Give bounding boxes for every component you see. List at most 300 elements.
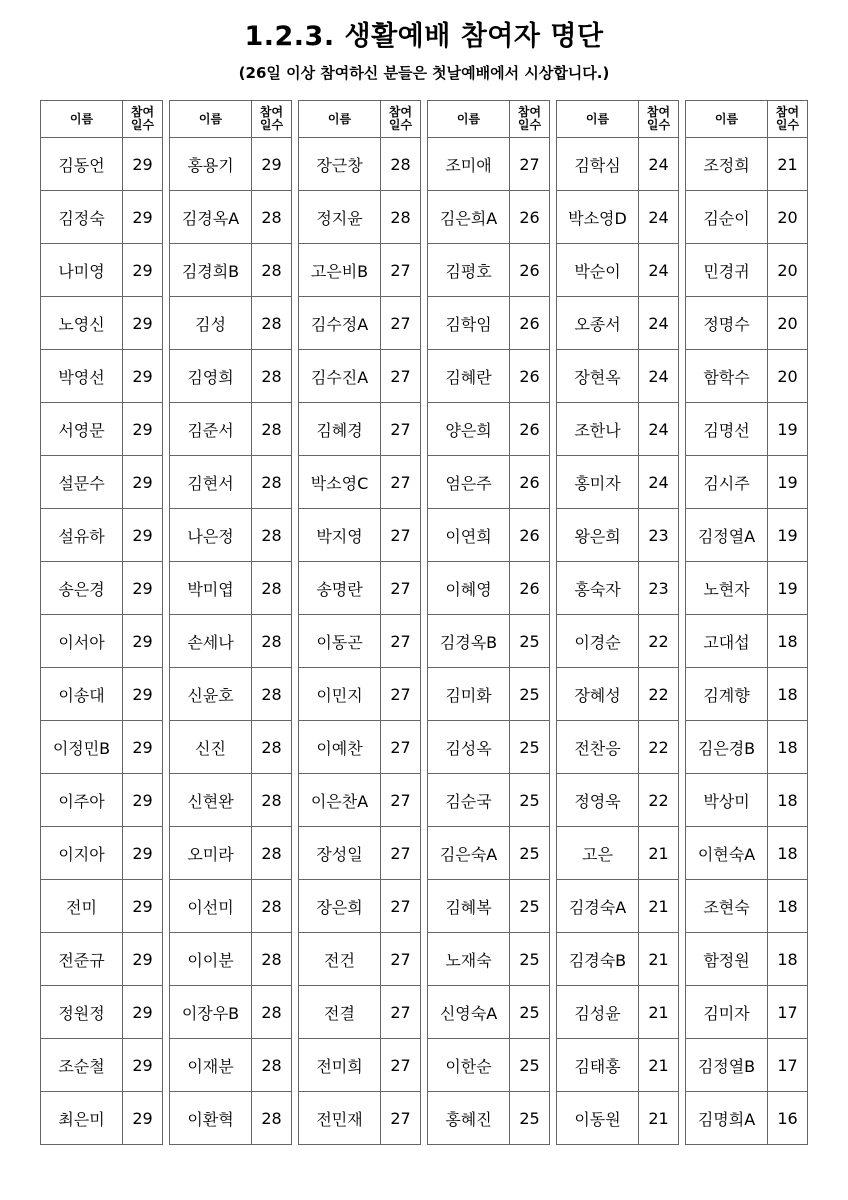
table-row <box>41 1039 163 1092</box>
name-column-header: 이름 <box>170 101 252 138</box>
table-row <box>428 138 550 191</box>
table-row <box>557 191 679 244</box>
participant-name: 전민재 <box>299 1092 381 1145</box>
name-column-header: 이름 <box>557 101 639 138</box>
table-row <box>41 138 163 191</box>
table-row <box>170 880 292 933</box>
participant-name: 신현완 <box>170 774 252 827</box>
table-row <box>299 774 421 827</box>
participation-days: 29 <box>123 721 163 774</box>
participation-days: 17 <box>768 986 808 1039</box>
participant-name: 김경옥A <box>170 191 252 244</box>
participation-days: 26 <box>510 403 550 456</box>
participation-days: 21 <box>639 933 679 986</box>
table-row <box>170 774 292 827</box>
name-column-header: 이름 <box>428 101 510 138</box>
header-row <box>428 101 550 138</box>
participant-name: 신윤호 <box>170 668 252 721</box>
participant-name: 이환혁 <box>170 1092 252 1145</box>
participation-days: 28 <box>252 986 292 1039</box>
participation-days: 25 <box>510 615 550 668</box>
participant-name: 오미라 <box>170 827 252 880</box>
participation-days: 28 <box>252 1092 292 1145</box>
table-row <box>41 615 163 668</box>
participant-name: 김경옥B <box>428 615 510 668</box>
participation-days: 28 <box>252 350 292 403</box>
participation-days: 28 <box>252 615 292 668</box>
participation-days: 29 <box>123 1092 163 1145</box>
participation-days: 29 <box>123 986 163 1039</box>
table-row <box>41 880 163 933</box>
participation-days: 27 <box>381 880 421 933</box>
participant-name: 김준서 <box>170 403 252 456</box>
table-row <box>686 244 808 297</box>
participation-days: 21 <box>639 827 679 880</box>
table-row <box>299 986 421 1039</box>
table-row <box>41 403 163 456</box>
participation-days: 29 <box>123 880 163 933</box>
participant-name: 노영신 <box>41 297 123 350</box>
days-column-header: 참여 일수 <box>123 101 163 138</box>
table-row <box>428 562 550 615</box>
table-row <box>299 456 421 509</box>
participation-days: 25 <box>510 986 550 1039</box>
table-row <box>428 1092 550 1145</box>
roster-table <box>40 100 163 1145</box>
days-column-header: 참여 일수 <box>510 101 550 138</box>
participation-days: 16 <box>768 1092 808 1145</box>
participant-name: 전찬응 <box>557 721 639 774</box>
table-row <box>557 509 679 562</box>
table-row <box>686 403 808 456</box>
table-row <box>170 509 292 562</box>
participant-name: 이장우B <box>170 986 252 1039</box>
participation-days: 26 <box>510 244 550 297</box>
participant-name: 양은희 <box>428 403 510 456</box>
participant-name: 김혜복 <box>428 880 510 933</box>
participant-name: 나미영 <box>41 244 123 297</box>
participation-days: 21 <box>639 1092 679 1145</box>
participant-name: 이동곤 <box>299 615 381 668</box>
participant-name: 이지아 <box>41 827 123 880</box>
participation-days: 17 <box>768 1039 808 1092</box>
participant-name: 박소영D <box>557 191 639 244</box>
table-row <box>686 774 808 827</box>
page-title: 1.2.3. 생활예배 참여자 명단 <box>244 21 604 52</box>
table-row <box>299 138 421 191</box>
participation-days: 21 <box>639 986 679 1039</box>
name-column-header: 이름 <box>41 101 123 138</box>
participant-name: 전미희 <box>299 1039 381 1092</box>
table-row <box>557 880 679 933</box>
table-row <box>686 986 808 1039</box>
participation-days: 19 <box>768 403 808 456</box>
participation-days: 18 <box>768 774 808 827</box>
table-row <box>686 456 808 509</box>
table-row <box>428 456 550 509</box>
participation-days: 28 <box>252 774 292 827</box>
participant-name: 김현서 <box>170 456 252 509</box>
participant-name: 홍용기 <box>170 138 252 191</box>
table-row <box>428 668 550 721</box>
table-row <box>686 615 808 668</box>
participant-name: 손세나 <box>170 615 252 668</box>
participation-days: 18 <box>768 668 808 721</box>
participation-days: 29 <box>123 244 163 297</box>
table-row <box>299 721 421 774</box>
table-row <box>557 615 679 668</box>
participation-days: 25 <box>510 774 550 827</box>
participation-days: 28 <box>252 1039 292 1092</box>
participation-days: 22 <box>639 721 679 774</box>
table-row <box>557 986 679 1039</box>
participation-days: 26 <box>510 297 550 350</box>
table-row <box>428 933 550 986</box>
participation-days: 25 <box>510 933 550 986</box>
participation-days: 20 <box>768 297 808 350</box>
table-row <box>557 562 679 615</box>
participation-days: 28 <box>252 456 292 509</box>
table-row <box>299 880 421 933</box>
table-row <box>686 721 808 774</box>
table-row <box>41 933 163 986</box>
table-row <box>557 456 679 509</box>
participant-name: 이은찬A <box>299 774 381 827</box>
participation-days: 27 <box>381 562 421 615</box>
participation-days: 29 <box>252 138 292 191</box>
participant-name: 김평호 <box>428 244 510 297</box>
participant-name: 박소영C <box>299 456 381 509</box>
days-column-header: 참여 일수 <box>768 101 808 138</box>
participant-name: 노재숙 <box>428 933 510 986</box>
table-row <box>170 933 292 986</box>
participation-days: 29 <box>123 615 163 668</box>
table-row <box>41 297 163 350</box>
table-row <box>686 191 808 244</box>
participant-name: 설유하 <box>41 509 123 562</box>
participation-days: 29 <box>123 191 163 244</box>
participation-days: 22 <box>639 774 679 827</box>
page-subtitle: (26일 이상 참여하신 분들은 첫날예배에서 시상합니다.) <box>238 64 610 82</box>
participant-name: 김은숙A <box>428 827 510 880</box>
table-row <box>686 933 808 986</box>
table-row <box>41 191 163 244</box>
table-row <box>41 562 163 615</box>
table-row <box>557 668 679 721</box>
table-row <box>557 297 679 350</box>
table-row <box>428 827 550 880</box>
roster-table <box>169 100 292 1145</box>
participation-days: 28 <box>252 509 292 562</box>
table-row <box>41 456 163 509</box>
participation-days: 28 <box>252 827 292 880</box>
participant-name: 김성옥 <box>428 721 510 774</box>
table-row <box>299 562 421 615</box>
roster-tables <box>40 100 808 1145</box>
participant-name: 김경숙A <box>557 880 639 933</box>
participant-name: 이예찬 <box>299 721 381 774</box>
header-row <box>170 101 292 138</box>
participant-name: 홍미자 <box>557 456 639 509</box>
participant-name: 김계향 <box>686 668 768 721</box>
participation-days: 18 <box>768 721 808 774</box>
table-row <box>299 191 421 244</box>
participation-days: 20 <box>768 191 808 244</box>
table-row <box>557 933 679 986</box>
participant-name: 이주아 <box>41 774 123 827</box>
participant-name: 박상미 <box>686 774 768 827</box>
participant-name: 전미 <box>41 880 123 933</box>
participant-name: 박미엽 <box>170 562 252 615</box>
table-row <box>299 244 421 297</box>
table-row <box>557 721 679 774</box>
participant-name: 서영문 <box>41 403 123 456</box>
participation-days: 29 <box>123 933 163 986</box>
table-row <box>686 827 808 880</box>
table-row <box>299 668 421 721</box>
participant-name: 조현숙 <box>686 880 768 933</box>
participant-name: 노현자 <box>686 562 768 615</box>
participation-days: 23 <box>639 562 679 615</box>
table-row <box>428 721 550 774</box>
participation-days: 28 <box>381 191 421 244</box>
table-row <box>170 138 292 191</box>
table-row <box>428 297 550 350</box>
table-row <box>170 721 292 774</box>
participant-name: 이정민B <box>41 721 123 774</box>
participation-days: 27 <box>381 721 421 774</box>
participation-days: 19 <box>768 562 808 615</box>
table-row <box>170 456 292 509</box>
table-row <box>41 721 163 774</box>
participant-name: 나은정 <box>170 509 252 562</box>
participation-days: 25 <box>510 721 550 774</box>
participation-days: 28 <box>252 880 292 933</box>
table-row <box>557 1092 679 1145</box>
table-row <box>170 986 292 1039</box>
participation-days: 26 <box>510 191 550 244</box>
table-row <box>170 668 292 721</box>
table-row <box>41 986 163 1039</box>
participation-days: 25 <box>510 880 550 933</box>
participant-name: 김은경B <box>686 721 768 774</box>
table-row <box>428 774 550 827</box>
table-row <box>41 1092 163 1145</box>
participation-days: 27 <box>381 350 421 403</box>
table-row <box>170 350 292 403</box>
participant-name: 김경숙B <box>557 933 639 986</box>
participant-name: 김혜경 <box>299 403 381 456</box>
table-row <box>686 297 808 350</box>
table-row <box>299 297 421 350</box>
participant-name: 이선미 <box>170 880 252 933</box>
header-row <box>41 101 163 138</box>
participation-days: 28 <box>252 191 292 244</box>
participant-name: 엄은주 <box>428 456 510 509</box>
table-row <box>428 403 550 456</box>
participation-days: 24 <box>639 297 679 350</box>
participant-name: 민경귀 <box>686 244 768 297</box>
participant-name: 김수정A <box>299 297 381 350</box>
participant-name: 김학심 <box>557 138 639 191</box>
participant-name: 이현숙A <box>686 827 768 880</box>
participation-days: 22 <box>639 668 679 721</box>
name-column-header: 이름 <box>686 101 768 138</box>
table-row <box>299 1092 421 1145</box>
participant-name: 장혜성 <box>557 668 639 721</box>
table-row <box>428 509 550 562</box>
roster-table <box>427 100 550 1145</box>
participant-name: 박영선 <box>41 350 123 403</box>
participation-days: 19 <box>768 456 808 509</box>
participation-days: 25 <box>510 668 550 721</box>
participant-name: 김수진A <box>299 350 381 403</box>
participation-days: 18 <box>768 827 808 880</box>
table-row <box>299 509 421 562</box>
participation-days: 28 <box>381 138 421 191</box>
days-column-header: 참여 일수 <box>639 101 679 138</box>
table-row <box>299 350 421 403</box>
table-row <box>557 244 679 297</box>
participation-days: 29 <box>123 403 163 456</box>
participation-days: 29 <box>123 827 163 880</box>
table-row <box>170 1039 292 1092</box>
table-row <box>557 1039 679 1092</box>
table-row <box>170 191 292 244</box>
participant-name: 정영욱 <box>557 774 639 827</box>
participant-name: 김경희B <box>170 244 252 297</box>
participant-name: 김정열B <box>686 1039 768 1092</box>
participation-days: 28 <box>252 562 292 615</box>
participation-days: 22 <box>639 615 679 668</box>
participation-days: 26 <box>510 456 550 509</box>
participant-name: 김순이 <box>686 191 768 244</box>
participant-name: 장현옥 <box>557 350 639 403</box>
participant-name: 장근창 <box>299 138 381 191</box>
table-row <box>41 350 163 403</box>
participation-days: 29 <box>123 668 163 721</box>
participation-days: 18 <box>768 933 808 986</box>
table-row <box>170 1092 292 1145</box>
participant-name: 김정열A <box>686 509 768 562</box>
participation-days: 28 <box>252 933 292 986</box>
participation-days: 24 <box>639 403 679 456</box>
participation-days: 27 <box>381 509 421 562</box>
table-row <box>686 562 808 615</box>
participation-days: 20 <box>768 350 808 403</box>
participation-days: 24 <box>639 350 679 403</box>
participation-days: 28 <box>252 403 292 456</box>
roster-table <box>298 100 421 1145</box>
participant-name: 정지윤 <box>299 191 381 244</box>
table-row <box>299 827 421 880</box>
participation-days: 27 <box>381 1092 421 1145</box>
participant-name: 조미애 <box>428 138 510 191</box>
participant-name: 왕은희 <box>557 509 639 562</box>
participation-days: 27 <box>381 933 421 986</box>
participation-days: 28 <box>252 721 292 774</box>
participation-days: 29 <box>123 1039 163 1092</box>
participation-days: 27 <box>381 297 421 350</box>
participant-name: 고은 <box>557 827 639 880</box>
table-row <box>299 615 421 668</box>
participant-name: 조순철 <box>41 1039 123 1092</box>
participant-name: 김미화 <box>428 668 510 721</box>
participant-name: 고은비B <box>299 244 381 297</box>
table-row <box>299 1039 421 1092</box>
participant-name: 이연희 <box>428 509 510 562</box>
participant-name: 홍숙자 <box>557 562 639 615</box>
participation-days: 27 <box>381 456 421 509</box>
participant-name: 김성 <box>170 297 252 350</box>
participation-days: 21 <box>639 1039 679 1092</box>
participation-days: 28 <box>252 297 292 350</box>
participant-name: 김동언 <box>41 138 123 191</box>
participant-name: 정명수 <box>686 297 768 350</box>
participation-days: 27 <box>381 986 421 1039</box>
roster-table <box>685 100 808 1145</box>
table-row <box>428 986 550 1039</box>
participant-name: 오종서 <box>557 297 639 350</box>
participation-days: 28 <box>252 244 292 297</box>
participant-name: 최은미 <box>41 1092 123 1145</box>
participant-name: 장은희 <box>299 880 381 933</box>
table-row <box>428 244 550 297</box>
participant-name: 이동원 <box>557 1092 639 1145</box>
participant-name: 김혜란 <box>428 350 510 403</box>
participation-days: 27 <box>381 244 421 297</box>
participation-days: 18 <box>768 615 808 668</box>
participation-days: 29 <box>123 456 163 509</box>
table-row <box>686 880 808 933</box>
participation-days: 21 <box>639 880 679 933</box>
table-row <box>170 244 292 297</box>
header-row <box>299 101 421 138</box>
participation-days: 29 <box>123 774 163 827</box>
participation-days: 29 <box>123 509 163 562</box>
name-column-header: 이름 <box>299 101 381 138</box>
participation-days: 25 <box>510 1092 550 1145</box>
participant-name: 이한순 <box>428 1039 510 1092</box>
participant-name: 김시주 <box>686 456 768 509</box>
participation-days: 29 <box>123 138 163 191</box>
table-row <box>428 191 550 244</box>
participant-name: 이송대 <box>41 668 123 721</box>
days-column-header: 참여 일수 <box>381 101 421 138</box>
participant-name: 이혜영 <box>428 562 510 615</box>
participation-days: 28 <box>252 668 292 721</box>
table-row <box>557 138 679 191</box>
participant-name: 송은경 <box>41 562 123 615</box>
participation-days: 27 <box>381 403 421 456</box>
participation-days: 18 <box>768 880 808 933</box>
header-row <box>557 101 679 138</box>
table-row <box>686 1092 808 1145</box>
table-row <box>41 668 163 721</box>
table-row <box>686 138 808 191</box>
participation-days: 27 <box>510 138 550 191</box>
table-row <box>41 827 163 880</box>
participant-name: 신진 <box>170 721 252 774</box>
table-row <box>428 1039 550 1092</box>
participation-days: 26 <box>510 350 550 403</box>
table-row <box>557 774 679 827</box>
table-row <box>170 297 292 350</box>
table-row <box>41 774 163 827</box>
header-row <box>686 101 808 138</box>
participation-days: 24 <box>639 244 679 297</box>
participant-name: 장성일 <box>299 827 381 880</box>
